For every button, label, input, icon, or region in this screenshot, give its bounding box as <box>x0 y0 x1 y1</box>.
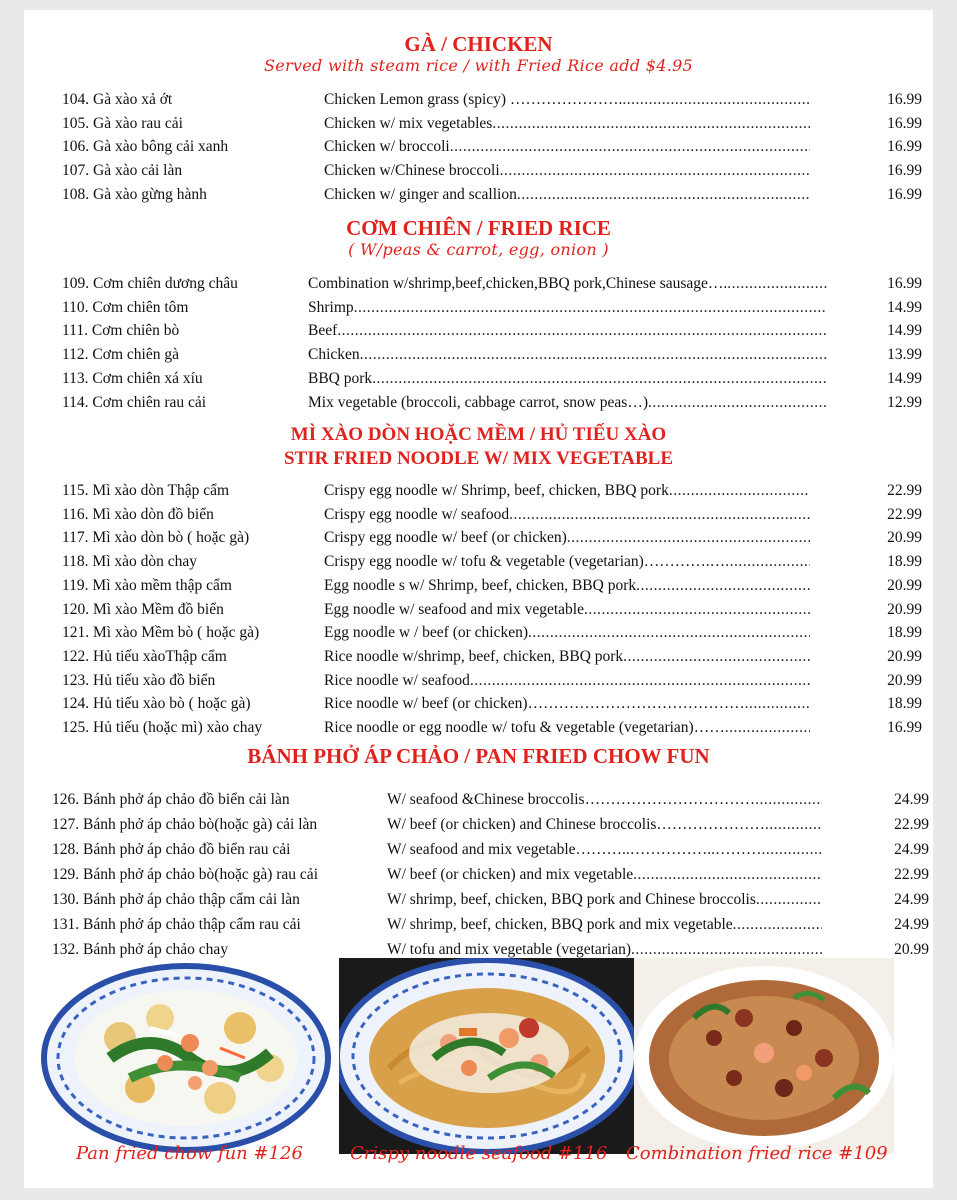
item-description-text: Chicken w/ mix vegetables <box>324 114 493 132</box>
item-price: 20.99 <box>887 576 922 594</box>
item-description-text: Chicken w/ broccoli <box>324 138 450 156</box>
item-description <box>308 368 827 390</box>
item-name-vietnamese: 105. Gà xào rau cải <box>62 114 183 132</box>
item-description <box>308 344 827 366</box>
item-price: 13.99 <box>887 346 922 364</box>
menu-item-row <box>24 344 933 366</box>
item-description-text: W/ tofu and mix vegetable (vegetarian) <box>387 941 632 958</box>
dot-leader <box>623 646 810 668</box>
item-price: 20.99 <box>887 671 922 689</box>
menu-item-row <box>24 392 933 414</box>
item-description-text: Shrimp <box>308 298 354 316</box>
item-name-vietnamese: 109. Cơm chiên dương châu <box>62 275 238 292</box>
menu-item-row <box>24 89 933 111</box>
item-name-vietnamese: 120. Mì xào Mềm đồ biển <box>62 600 224 618</box>
menu-item-row <box>24 320 933 342</box>
item-name-vietnamese: 123. Hủ tiếu xào đồ biển <box>62 671 216 689</box>
item-description <box>324 622 810 644</box>
item-description <box>387 789 822 811</box>
item-price: 20.99 <box>887 529 922 547</box>
section-title-chow-fun: BÁNH PHỞ ÁP CHẢO / PAN FRIED CHOW FUN <box>247 744 710 768</box>
item-price: 22.99 <box>887 505 922 523</box>
item-name-vietnamese: 122. Hủ tiếu xàoThập cẩm <box>62 647 227 665</box>
item-name-vietnamese: 113. Cơm chiên xá xíu <box>62 369 203 387</box>
item-price: 24.99 <box>894 891 929 908</box>
item-description-text: Egg noodle w / beef (or chicken) <box>324 624 529 642</box>
item-description <box>387 864 822 886</box>
dot-leader <box>756 889 822 911</box>
item-price: 22.99 <box>887 482 922 499</box>
menu-item-row <box>24 717 933 739</box>
photo-caption: Pan fried chow fun #126 <box>76 1143 303 1164</box>
section-title-chicken: GÀ / CHICKEN <box>404 32 553 56</box>
menu-item-row <box>24 889 933 911</box>
menu-item-row <box>24 670 933 692</box>
item-description <box>308 392 827 414</box>
item-name-vietnamese: 121. Mì xào Mềm bò ( hoặc gà) <box>62 624 260 642</box>
item-name-vietnamese: 107. Gà xào cải làn <box>62 162 183 180</box>
item-description <box>308 273 827 295</box>
dot-leader <box>337 320 827 342</box>
item-price: 24.99 <box>894 791 929 808</box>
menu-item-row <box>24 297 933 319</box>
dot-leader <box>372 368 827 390</box>
item-name-vietnamese: 110. Cơm chiên tôm <box>62 298 189 316</box>
item-name-vietnamese: 127. Bánh phở áp chảo bò(hoặc gà) cải làn <box>52 816 318 833</box>
item-description <box>324 575 810 597</box>
item-description-text: Chicken Lemon grass (spicy) …………………. <box>324 91 623 108</box>
menu-item-row <box>24 693 933 715</box>
item-description <box>308 320 827 342</box>
item-description <box>324 693 810 715</box>
item-name-vietnamese: 118. Mì xào dòn chay <box>62 553 198 571</box>
menu-item-row <box>24 527 933 549</box>
item-name-vietnamese: 106. Gà xào bông cải xanh <box>62 138 229 156</box>
dot-leader <box>648 392 827 414</box>
item-description <box>324 89 810 111</box>
item-description-text: Rice noodle w/ beef (or chicken)…………………………………… <box>324 695 745 713</box>
item-description <box>387 839 822 861</box>
item-description-text: BBQ pork <box>308 369 373 387</box>
item-description <box>387 814 822 836</box>
menu-item-row <box>24 914 933 936</box>
dot-leader <box>509 504 810 526</box>
item-price: 16.99 <box>887 162 922 180</box>
menu-item-row <box>24 839 933 861</box>
item-name-vietnamese: 114. Cơm chiên rau cải <box>62 393 207 411</box>
item-name-vietnamese: 112. Cơm chiên gà <box>62 346 179 364</box>
dot-leader <box>492 113 810 135</box>
menu-item-row <box>24 184 933 206</box>
item-name-vietnamese: 132. Bánh phở áp chảo chay <box>52 941 229 958</box>
item-description <box>324 160 810 182</box>
item-name-vietnamese: 126. Bánh phở áp chảo đồ biển cải làn <box>52 791 290 808</box>
dot-leader <box>765 814 822 836</box>
item-description <box>324 527 810 549</box>
item-description-text: Crispy egg noodle w/ seafood <box>324 505 510 523</box>
menu-item-row <box>24 814 933 836</box>
dot-leader <box>517 184 810 206</box>
dot-leader <box>633 864 822 886</box>
dot-leader <box>727 273 827 295</box>
menu-item-row <box>24 551 933 573</box>
dot-leader <box>450 136 810 158</box>
item-price: 16.99 <box>887 275 922 292</box>
item-price: 18.99 <box>887 553 922 571</box>
item-description-text: Crispy egg noodle w/ tofu & vegetable (vegetarian)………….… <box>324 553 726 571</box>
menu-item-row <box>24 273 933 295</box>
dot-leader <box>354 297 827 319</box>
dot-leader <box>584 599 810 621</box>
menu-item-row <box>24 789 933 811</box>
item-description-text: W/ shrimp, beef, chicken, BBQ pork and mix vegetable <box>387 916 733 933</box>
menu-item-row <box>24 622 933 644</box>
item-name-vietnamese: 119. Mì xào mềm thập cẩm <box>62 576 232 594</box>
item-description-text: W/ shrimp, beef, chicken, BBQ pork and Chinese broccolis <box>387 891 756 908</box>
menu-item-row <box>24 480 933 502</box>
item-name-vietnamese: 111. Cơm chiên bò <box>62 322 180 340</box>
item-description-text: Rice noodle w/ seafood <box>324 671 470 689</box>
item-description <box>324 551 810 573</box>
dot-leader <box>725 717 810 739</box>
item-name-vietnamese: 125. Hủ tiếu (hoặc mì) xào chay <box>62 719 263 736</box>
item-price: 18.99 <box>887 695 922 713</box>
photo-caption: Combination fried rice #109 <box>626 1143 888 1164</box>
dot-leader <box>745 693 810 715</box>
item-description-text: Chicken w/Chinese broccoli <box>324 162 500 180</box>
menu-item-row <box>24 113 933 135</box>
item-description <box>324 670 810 692</box>
crispy-noodle-seafood-photo <box>339 958 634 1154</box>
item-description-text: Crispy egg noodle w/ beef (or chicken) <box>324 529 567 547</box>
dot-leader <box>500 160 810 182</box>
item-price: 18.99 <box>887 624 922 642</box>
item-description <box>387 914 822 936</box>
item-description-text: W/ beef (or chicken) and mix vegetable <box>387 866 634 883</box>
menu-item-row <box>24 646 933 668</box>
item-name-vietnamese: 130. Bánh phở áp chảo thập cẩm cải làn <box>52 891 300 908</box>
item-name-vietnamese: 104. Gà xào xả ớt <box>62 91 173 108</box>
item-price: 20.99 <box>887 647 922 665</box>
section-title-noodle-en: STIR FRIED NOODLE W/ MIX VEGETABLE <box>283 448 674 469</box>
photo-caption: Crispy noodle seafood #116 <box>350 1143 608 1164</box>
dot-leader <box>725 551 810 573</box>
menu-item-row <box>24 136 933 158</box>
item-price: 12.99 <box>887 393 922 411</box>
dot-leader <box>669 480 810 502</box>
item-description-text: Chicken w/ ginger and scallion <box>324 185 517 203</box>
item-price: 16.99 <box>887 114 922 132</box>
item-name-vietnamese: 117. Mì xào dòn bò ( hoặc gà) <box>62 529 250 547</box>
item-description-text: Mix vegetable (broccoli, cabbage carrot, snow peas…) <box>308 393 649 411</box>
item-price: 22.99 <box>894 816 929 833</box>
item-price: 20.99 <box>894 941 929 958</box>
item-description <box>324 480 810 502</box>
section-title-fried-rice: CƠM CHIÊN / FRIED RICE <box>346 216 611 240</box>
dot-leader <box>528 622 810 644</box>
item-name-vietnamese: 108. Gà xào gừng hành <box>62 185 207 203</box>
item-name-vietnamese: 116. Mì xào dòn đồ biển <box>62 505 214 523</box>
dot-leader <box>567 527 810 549</box>
item-description-text: Crispy egg noodle w/ Shrimp, beef, chicken, BBQ pork <box>324 482 669 499</box>
item-description-text: W/ seafood and mix vegetable………..……………..……… <box>387 841 762 858</box>
item-description <box>387 889 822 911</box>
item-description-text: W/ beef (or chicken) and Chinese broccolis………………… <box>387 816 765 833</box>
section-subtitle-chicken: Served with steam rice / with Fried Rice add $4.95 <box>263 56 694 75</box>
item-name-vietnamese: 115. Mì xào dòn Thập cẩm <box>62 482 230 499</box>
menu-item-row <box>24 575 933 597</box>
menu-page <box>24 10 933 1188</box>
item-description <box>324 717 810 739</box>
section-subtitle-fried-rice: ( W/peas & carrot, egg, onion ) <box>348 240 609 259</box>
item-price: 24.99 <box>894 841 929 858</box>
item-description-text: Egg noodle w/ seafood and mix vegetable <box>324 600 584 618</box>
section-title-noodle: MÌ XÀO DÒN HOẶC MỀM / HỦ TIẾU XÀO <box>290 424 667 445</box>
item-description <box>324 136 810 158</box>
dot-leader <box>622 89 810 111</box>
item-price: 24.99 <box>894 916 929 933</box>
item-description <box>324 599 810 621</box>
item-price: 22.99 <box>894 866 929 883</box>
item-price: 14.99 <box>887 322 922 340</box>
item-price: 14.99 <box>887 369 922 387</box>
item-price: 20.99 <box>887 600 922 618</box>
menu-item-row <box>24 599 933 621</box>
dot-leader <box>762 839 822 861</box>
item-description <box>324 113 810 135</box>
item-description-text: Combination w/shrimp,beef,chicken,BBQ pork,Chinese sausage…. <box>308 275 728 292</box>
item-description <box>308 297 827 319</box>
dot-leader <box>733 914 822 936</box>
combination-fried-rice-photo <box>634 958 894 1154</box>
pan-fried-chow-fun-photo <box>40 958 332 1154</box>
dot-leader <box>470 670 810 692</box>
item-description-text: Rice noodle w/shrimp, beef, chicken, BBQ pork <box>324 647 624 665</box>
menu-item-row <box>24 160 933 182</box>
item-name-vietnamese: 124. Hủ tiếu xào bò ( hoặc gà) <box>62 695 251 713</box>
item-description-text: Beef <box>308 322 338 340</box>
item-description-text: Egg noodle s w/ Shrimp, beef, chicken, BBQ pork <box>324 576 637 594</box>
item-description <box>324 646 810 668</box>
item-description-text: Rice noodle or egg noodle w/ tofu & vegetable (vegetarian)…… <box>324 719 725 736</box>
dot-leader <box>360 344 827 366</box>
item-price: 16.99 <box>887 185 922 203</box>
item-name-vietnamese: 129. Bánh phở áp chảo bò(hoặc gà) rau cải <box>52 866 318 883</box>
item-price: 16.99 <box>887 138 922 156</box>
item-description-text: W/ seafood &Chinese broccolis…………………………… <box>387 791 756 808</box>
item-price: 16.99 <box>887 91 922 108</box>
item-name-vietnamese: 128. Bánh phở áp chảo đồ biển rau cải <box>52 841 291 858</box>
item-description <box>324 504 810 526</box>
dot-leader <box>636 575 810 597</box>
item-name-vietnamese: 131. Bánh phở áp chảo thập cẩm rau cải <box>52 916 301 933</box>
item-price: 14.99 <box>887 298 922 316</box>
dot-leader <box>755 789 822 811</box>
item-description-text: Chicken <box>308 346 360 364</box>
menu-item-row <box>24 864 933 886</box>
item-description <box>324 184 810 206</box>
menu-item-row <box>24 368 933 390</box>
menu-item-row <box>24 504 933 526</box>
item-price: 16.99 <box>887 719 922 736</box>
